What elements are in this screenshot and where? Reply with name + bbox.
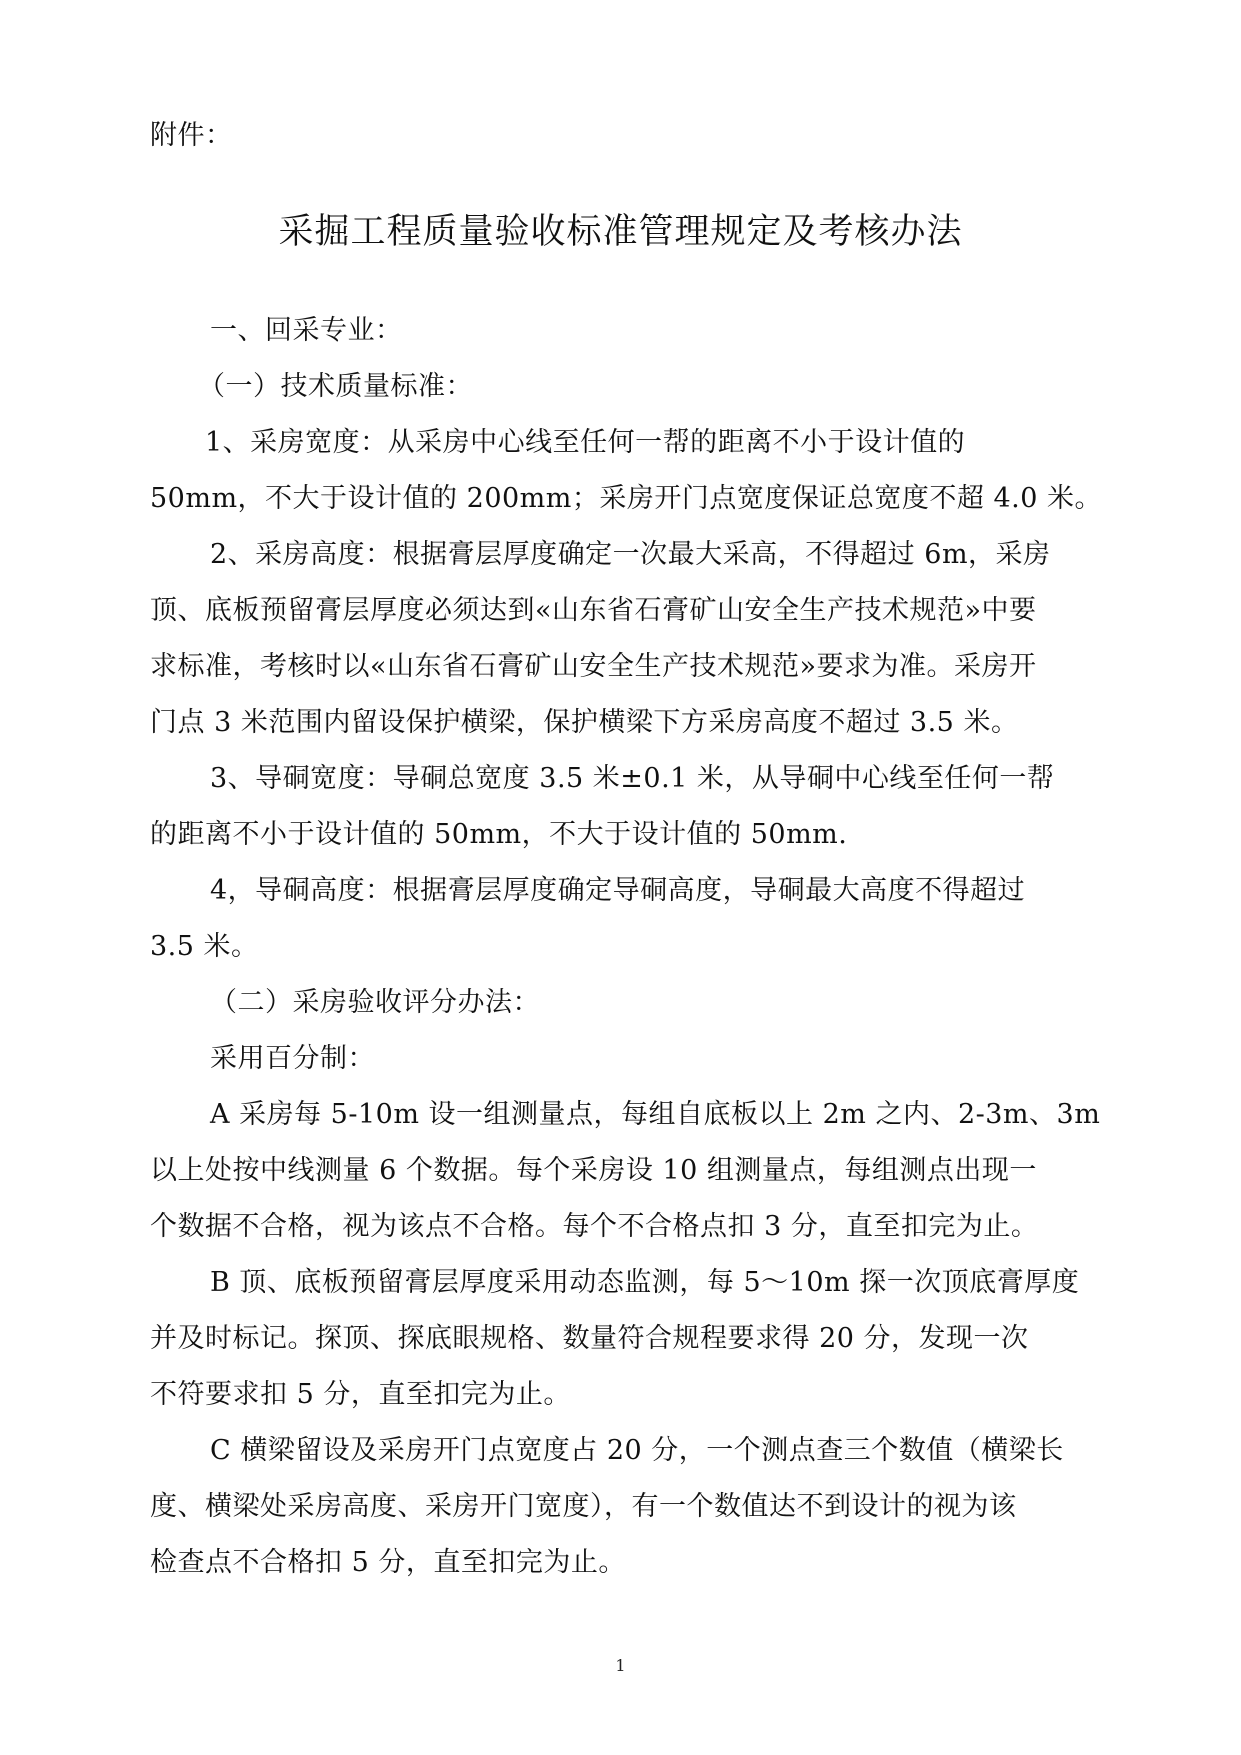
paragraph-line: 门点 3 米范围内留设保护横梁，保护横梁下方采房高度不超过 3.5 米。 [150, 707, 1019, 738]
paragraph-line: 并及时标记。探顶、探底眼规格、数量符合规程要求得 20 分，发现一次 [150, 1323, 1029, 1354]
document-title: 采掘工程质量验收标准管理规定及考核办法 [278, 212, 963, 252]
paragraph-line: 顶、底板预留膏层厚度必须达到«山东省石膏矿山安全生产技术规范»中要 [150, 595, 1037, 626]
paragraph-line: 个数据不合格，视为该点不合格。每个不合格点扣 3 分，直至扣完为止。 [150, 1211, 1039, 1242]
paragraph-line: 度、横梁处采房高度、采房开门宽度），有一个数值达不到设计的视为该 [150, 1491, 1017, 1522]
paragraph-line: 3.5 米。 [150, 931, 259, 962]
subsection-heading-scoring: （二）采房验收评分办法： [210, 987, 540, 1018]
paragraph-line: 求标准，考核时以«山东省石膏矿山安全生产技术规范»要求为准。采房开 [150, 651, 1037, 682]
subsection-heading-technical-standards: （一）技术质量标准： [198, 371, 473, 402]
paragraph-line: 4，导硐高度：根据膏层厚度确定导硐高度，导硐最大高度不得超过 [210, 875, 1026, 906]
paragraph-line: B 顶、底板预留膏层厚度采用动态监测，每 5～10m 探一次顶底膏厚度 [210, 1267, 1080, 1298]
paragraph-line: C 横梁留设及采房开门点宽度占 20 分，一个测点查三个数值（横梁长 [210, 1435, 1064, 1466]
page-number: 1 [615, 1656, 626, 1675]
paragraph-line: 1、采房宽度：从采房中心线至任何一帮的距离不小于设计值的 [205, 427, 966, 458]
paragraph-line: A 采房每 5-10m 设一组测量点，每组自底板以上 2m 之内、2-3m、3m [210, 1099, 1101, 1130]
paragraph-line: 3、导硐宽度：导硐总宽度 3.5 米±0.1 米，从导硐中心线至任何一帮 [210, 763, 1055, 794]
paragraph-line: 2、采房高度：根据膏层厚度确定一次最大采高，不得超过 6m，采房 [210, 539, 1051, 570]
paragraph-line: 采用百分制： [210, 1043, 375, 1074]
paragraph-line: 的距离不小于设计值的 50mm，不大于设计值的 50mm. [150, 819, 848, 850]
attachment-label: 附件： [150, 120, 233, 151]
paragraph-line: 以上处按中线测量 6 个数据。每个采房设 10 组测量点，每组测点出现一 [150, 1155, 1037, 1186]
paragraph-line: 检查点不合格扣 5 分，直至扣完为止。 [150, 1547, 626, 1578]
section-heading-mining: 一、回采专业： [210, 315, 403, 346]
paragraph-line: 50mm，不大于设计值的 200mm；采房开门点宽度保证总宽度不超 4.0 米。 [150, 483, 1102, 514]
paragraph-line: 不符要求扣 5 分，直至扣完为止。 [150, 1379, 571, 1410]
